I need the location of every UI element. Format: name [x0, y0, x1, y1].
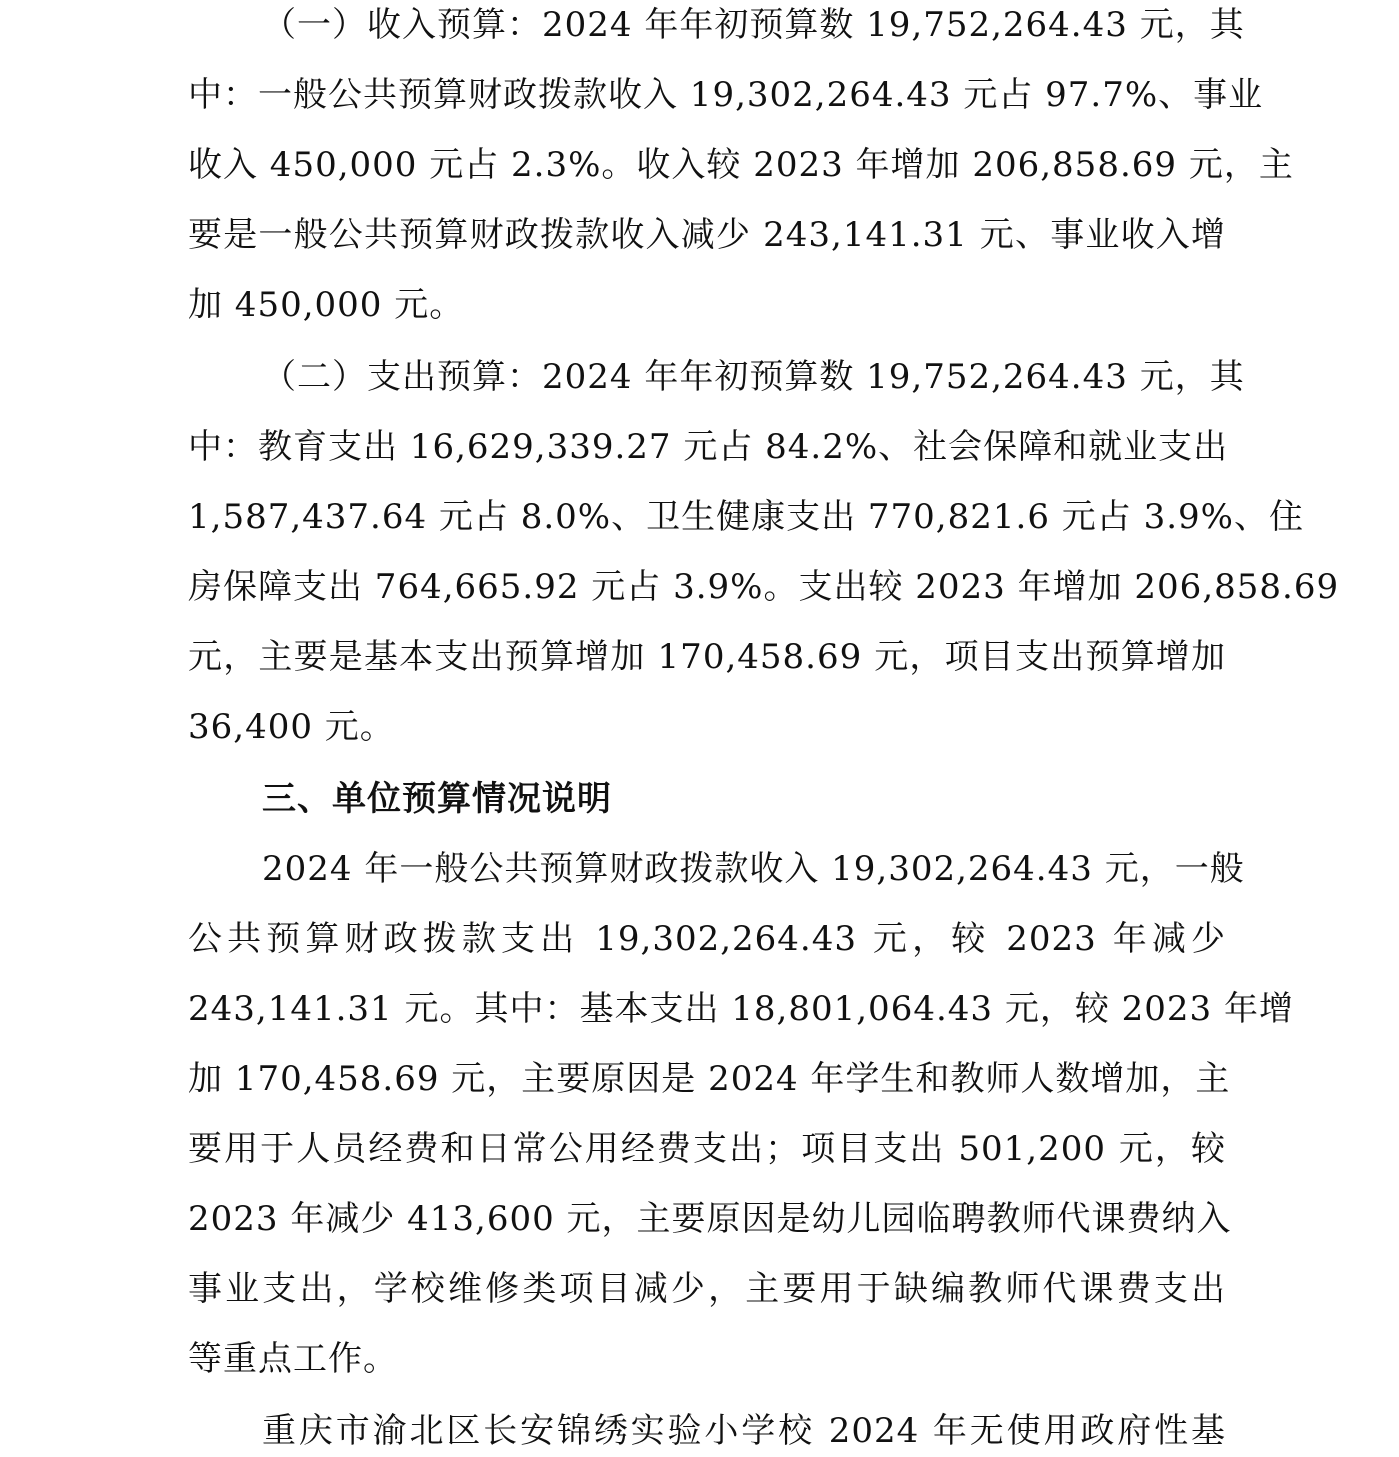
unit-budget-paragraph-line-1: 2024 年一般公共预算财政拨款收入 19,302,264.43 元，一般	[262, 849, 1245, 889]
section-heading: 三、单位预算情况说明	[262, 779, 612, 819]
expenditure-paragraph-line-3: 1,587,437.64 元占 8.0%、卫生健康支出 770,821.6 元占 3.9%、住	[188, 497, 1304, 537]
expenditure-paragraph-line-4: 房保障支出 764,665.92 元占 3.9%。支出较 2023 年增加 206,858.69	[188, 567, 1340, 607]
fund-paragraph-line-1: 重庆市渝北区长安锦绣实验小学校 2024 年无使用政府性基	[262, 1411, 1226, 1451]
unit-budget-paragraph-line-6: 2023 年减少 413,600 元，主要原因是幼儿园临聘教师代课费纳入	[188, 1199, 1232, 1239]
income-paragraph-line-4: 要是一般公共预算财政拨款收入减少 243,141.31 元、事业收入增	[188, 215, 1226, 255]
unit-budget-paragraph-line-3: 243,141.31 元。其中：基本支出 18,801,064.43 元，较 2023 年增	[188, 989, 1294, 1029]
income-paragraph-line-2: 中：一般公共预算财政拨款收入 19,302,264.43 元占 97.7%、事业	[188, 75, 1264, 115]
expenditure-paragraph-line-1: （二）支出预算：2024 年年初预算数 19,752,264.43 元，其	[262, 357, 1245, 397]
unit-budget-paragraph-line-4: 加 170,458.69 元，主要原因是 2024 年学生和教师人数增加，主	[188, 1059, 1231, 1099]
expenditure-paragraph-line-6: 36,400 元。	[188, 707, 395, 747]
income-paragraph-line-3: 收入 450,000 元占 2.3%。收入较 2023 年增加 206,858.69 元，主	[188, 145, 1294, 185]
income-paragraph-line-5: 加 450,000 元。	[188, 285, 465, 325]
income-paragraph-line-1: （一）收入预算：2024 年年初预算数 19,752,264.43 元，其	[262, 5, 1245, 45]
unit-budget-paragraph-line-7: 事业支出，学校维修类项目减少，主要用于缺编教师代课费支出	[188, 1269, 1226, 1309]
expenditure-paragraph-line-2: 中：教育支出 16,629,339.27 元占 84.2%、社会保障和就业支出	[188, 427, 1229, 467]
unit-budget-paragraph-line-2: 公共预算财政拨款支出 19,302,264.43 元，较 2023 年减少	[188, 919, 1226, 959]
unit-budget-paragraph-line-8: 等重点工作。	[188, 1339, 398, 1379]
expenditure-paragraph-line-5: 元，主要是基本支出预算增加 170,458.69 元，项目支出预算增加	[188, 637, 1226, 677]
unit-budget-paragraph-line-5: 要用于人员经费和日常公用经费支出；项目支出 501,200 元，较	[188, 1129, 1226, 1169]
